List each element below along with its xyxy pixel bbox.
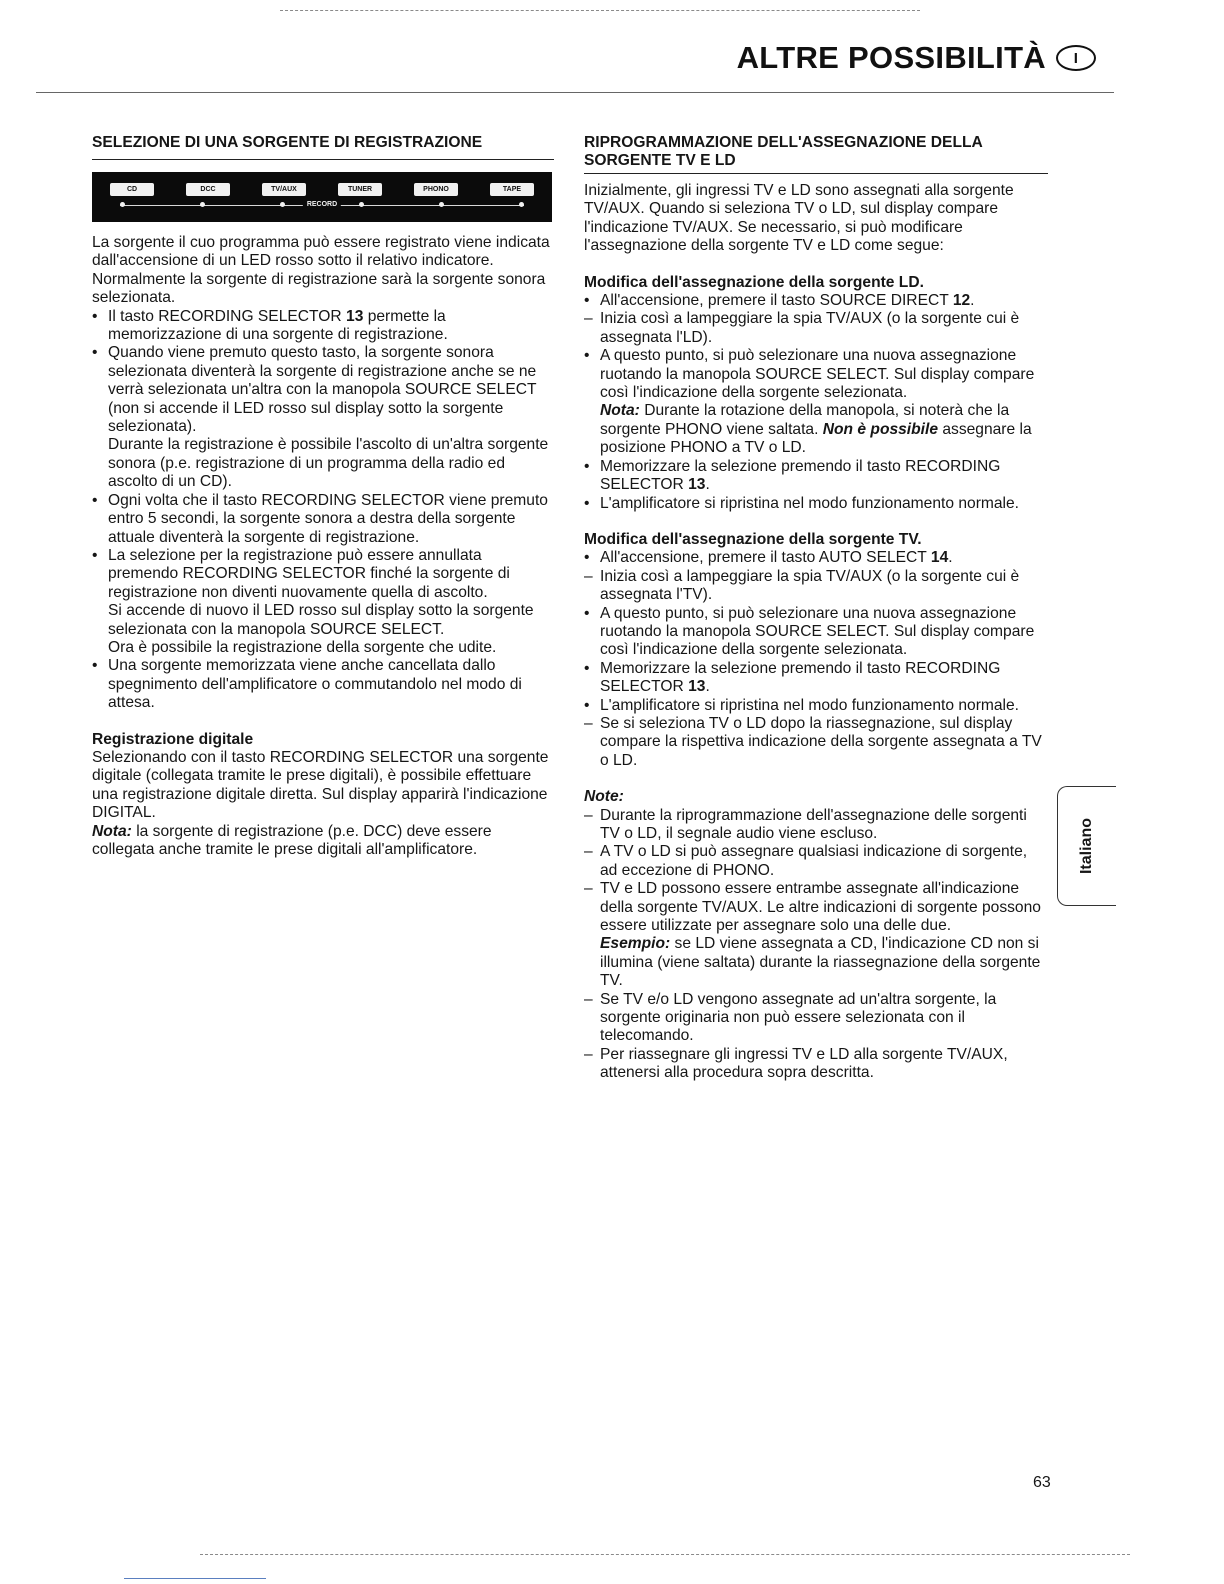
left-column: [92, 134, 554, 859]
bullet-icon: •: [584, 659, 590, 677]
notes-list: [584, 807, 1048, 1083]
bullet-icon: •: [584, 696, 590, 714]
panel-key-tvaux: TV/AUX: [262, 183, 306, 196]
panel-key-dcc: DCC: [186, 183, 230, 196]
panel-key-tuner: TUNER: [338, 183, 382, 196]
reprogramming-intro: Inizialmente, gli ingressi TV e LD sono assegnati alla sorgente TV/AUX. Quando si seleziona TV o LD, sul display compare l'indicazione TV/AUX. Se necessario, si può modificare l'assegnazione della sorgente TV e LD come segue:: [584, 182, 1014, 255]
list-item: • All'accensione, premere il tasto AUTO SELECT 14.: [584, 549, 953, 567]
digital-recording-heading: Registrazione digitale: [92, 730, 254, 748]
dash-icon: –: [584, 990, 593, 1008]
list-item: • Quando viene premuto questo tasto, la sorgente sonora selezionata diventerà la sorgente di registrazione anche se ne verrà selezionata un'altra con la manopola SOURCE SELECT (non si accende il LED rosso sul display sotto la sorgente selezionata). Durante la registrazione è possibile l'ascolto di un'altra sorgente sonora (p.e. registrazione di un programma della radio ed ascolto di un CD).: [92, 344, 549, 491]
tv-assignment-heading: Modifica dell'assegnazione della sorgente TV.: [584, 530, 922, 548]
scan-artifact-top: [280, 10, 920, 11]
dash-icon: –: [584, 714, 593, 732]
page-number: 63: [1033, 1474, 1051, 1491]
bullet-icon: •: [584, 549, 590, 567]
section-heading-reprogramming: RIPROGRAMMAZIONE DELL'ASSEGNAZIONE DELLA SORGENTE TV E LD: [584, 134, 1048, 174]
list-item: • Memorizzare la selezione premendo il tasto RECORDING SELECTOR 13.: [584, 659, 1001, 696]
bullet-icon: •: [584, 292, 590, 310]
list-item: • Memorizzare la selezione premendo il tasto RECORDING SELECTOR 13.: [584, 457, 1001, 494]
bullet-icon: •: [92, 491, 98, 509]
bullet-icon: •: [584, 347, 590, 365]
page-header: [737, 40, 1096, 76]
led-dot: [439, 202, 444, 207]
led-dot: [280, 202, 285, 207]
language-side-tab: [1057, 786, 1116, 906]
section-heading-recording-source: SELEZIONE DI UNA SORGENTE DI REGISTRAZIONE: [92, 134, 554, 160]
bullet-icon: •: [584, 494, 590, 512]
list-item: • All'accensione, premere il tasto SOURCE DIRECT 12.: [584, 292, 975, 310]
scan-artifact-blue-line: [124, 1578, 266, 1579]
recording-bullet-list: [92, 308, 554, 713]
display-panel-illustration: [92, 172, 552, 222]
led-dot: [359, 202, 364, 207]
list-item: – Se si seleziona TV o LD dopo la riassegnazione, sul display compare la rispettiva indicazione della sorgente assegnata a TV o LD.: [584, 714, 1042, 769]
panel-record-label: RECORD: [303, 200, 341, 210]
bullet-icon: •: [92, 657, 98, 675]
bullet-icon: •: [584, 604, 590, 622]
dash-icon: –: [584, 310, 593, 328]
language-symbol-icon: I: [1056, 45, 1096, 71]
panel-key-phono: PHONO: [414, 183, 458, 196]
list-item: – TV e LD possono essere entrambe assegnate all'indicazione della sorgente TV/AUX. Le altre indicazioni di sorgente possono essere utilizzate per assegnare solo una delle due. Esempio: se LD viene assegnata a CD, l'indicazione CD non si illumina (viene saltata) durante la riassegnazione della sorgente TV.: [584, 880, 1041, 990]
list-item: • A questo punto, si può selezionare una nuova assegnazione ruotando la manopola SOURCE SELECT. Sul display compare così l'indicazione della sorgente selezionata.: [584, 604, 1035, 659]
list-item: – A TV o LD si può assegnare qualsiasi indicazione di sorgente, ad eccezione di PHONO.: [584, 843, 1028, 879]
panel-source-keys: [110, 183, 534, 196]
panel-key-cd: CD: [110, 183, 154, 196]
list-item: – Inizia così a lampeggiare la spia TV/AUX (o la sorgente cui è assegnata l'TV).: [584, 567, 1020, 604]
ld-assignment-heading: Modifica dell'assegnazione della sorgente LD.: [584, 273, 924, 291]
list-item: • Il tasto RECORDING SELECTOR 13 permette la memorizzazione di una sorgente di registrazione.: [92, 307, 448, 344]
ld-steps-list: [584, 292, 1048, 513]
digital-recording-text: Selezionando con il tasto RECORDING SELECTOR una sorgente digitale (collegata tramite le prese digitali), è possibile effettuare una registrazione digitale diretta. Sul display apparirà l'indicazione DIGITAL.: [92, 748, 549, 822]
list-item: – Per riassegnare gli ingressi TV e LD alla sorgente TV/AUX, attenersi alla procedura sopra descritta.: [584, 1045, 1008, 1082]
list-item: • L'amplificatore si ripristina nel modo funzionamento normale.: [584, 494, 1020, 512]
list-item: – Durante la riprogrammazione dell'assegnazione delle sorgenti TV o LD, il segnale audio viene escluso.: [584, 806, 1027, 842]
list-item: • Una sorgente memorizzata viene anche cancellata dallo spegnimento dell'amplificatore o commutandolo nel modo di attesa.: [92, 657, 522, 712]
panel-key-tape: TAPE: [490, 183, 534, 196]
list-item: • Ogni volta che il tasto RECORDING SELECTOR viene premuto entro 5 secondi, la sorgente sonora a destra della sorgente attuale diventerà la sorgente di registrazione.: [92, 491, 548, 546]
dash-icon: –: [584, 843, 593, 861]
intro-paragraph: La sorgente il cuo programma può essere registrato viene indicata dall'accensione di un LED rosso sotto il relativo indicatore. Normalmente la sorgente di registrazione sarà la sorgente sonora selezionata.: [92, 234, 550, 307]
list-item: • A questo punto, si può selezionare una nuova assegnazione ruotando la manopola SOURCE SELECT. Sul display compare così l'indicazione della sorgente selezionata. Nota: Durante la rotazione della manopola, si noterà che la sorgente PHONO viene saltata. Non è possibile assegnare la posizione PHONO a TV o LD.: [584, 347, 1035, 457]
dash-icon: –: [584, 806, 593, 824]
led-dot: [120, 202, 125, 207]
language-tab-label: Italiano: [1078, 817, 1095, 875]
list-item: • L'amplificatore si ripristina nel modo funzionamento normale.: [584, 696, 1020, 714]
list-item: – Inizia così a lampeggiare la spia TV/AUX (o la sorgente cui è assegnata l'LD).: [584, 310, 1020, 346]
header-divider: [36, 92, 1114, 93]
notes-heading: Note:: [584, 788, 624, 806]
list-item: • La selezione per la registrazione può essere annullata premendo RECORDING SELECTOR finché la sorgente di registrazione non diventi nuovamente quella di ascolto. Si accende di nuovo il LED rosso sul display sotto la sorgente selezionata con la manopola SOURCE SELECT. Ora è possibile la registrazione della sorgente che udite.: [92, 546, 534, 656]
bullet-icon: •: [92, 307, 98, 325]
scan-artifact-bottom: [200, 1554, 1130, 1555]
list-item: – Se TV e/o LD vengono assegnate ad un'altra sorgente, la sorgente originaria non può essere selezionata con il telecomando.: [584, 990, 997, 1045]
digital-recording-note: Nota: la sorgente di registrazione (p.e. DCC) deve essere collegata anche tramite le prese digitali all'amplificatore.: [92, 822, 492, 858]
page-title: ALTRE POSSIBILITÀ: [736, 40, 1046, 75]
dash-icon: –: [584, 1045, 593, 1063]
right-column: [584, 134, 1048, 1083]
after-reassignment-list: [584, 715, 1048, 770]
bullet-icon: •: [92, 344, 98, 362]
bullet-icon: •: [92, 546, 98, 564]
bullet-icon: •: [584, 457, 590, 475]
tv-steps-list: [584, 549, 1048, 715]
led-dot: [519, 202, 524, 207]
dash-icon: –: [584, 567, 593, 585]
dash-icon: –: [584, 880, 593, 898]
led-dot: [200, 202, 205, 207]
